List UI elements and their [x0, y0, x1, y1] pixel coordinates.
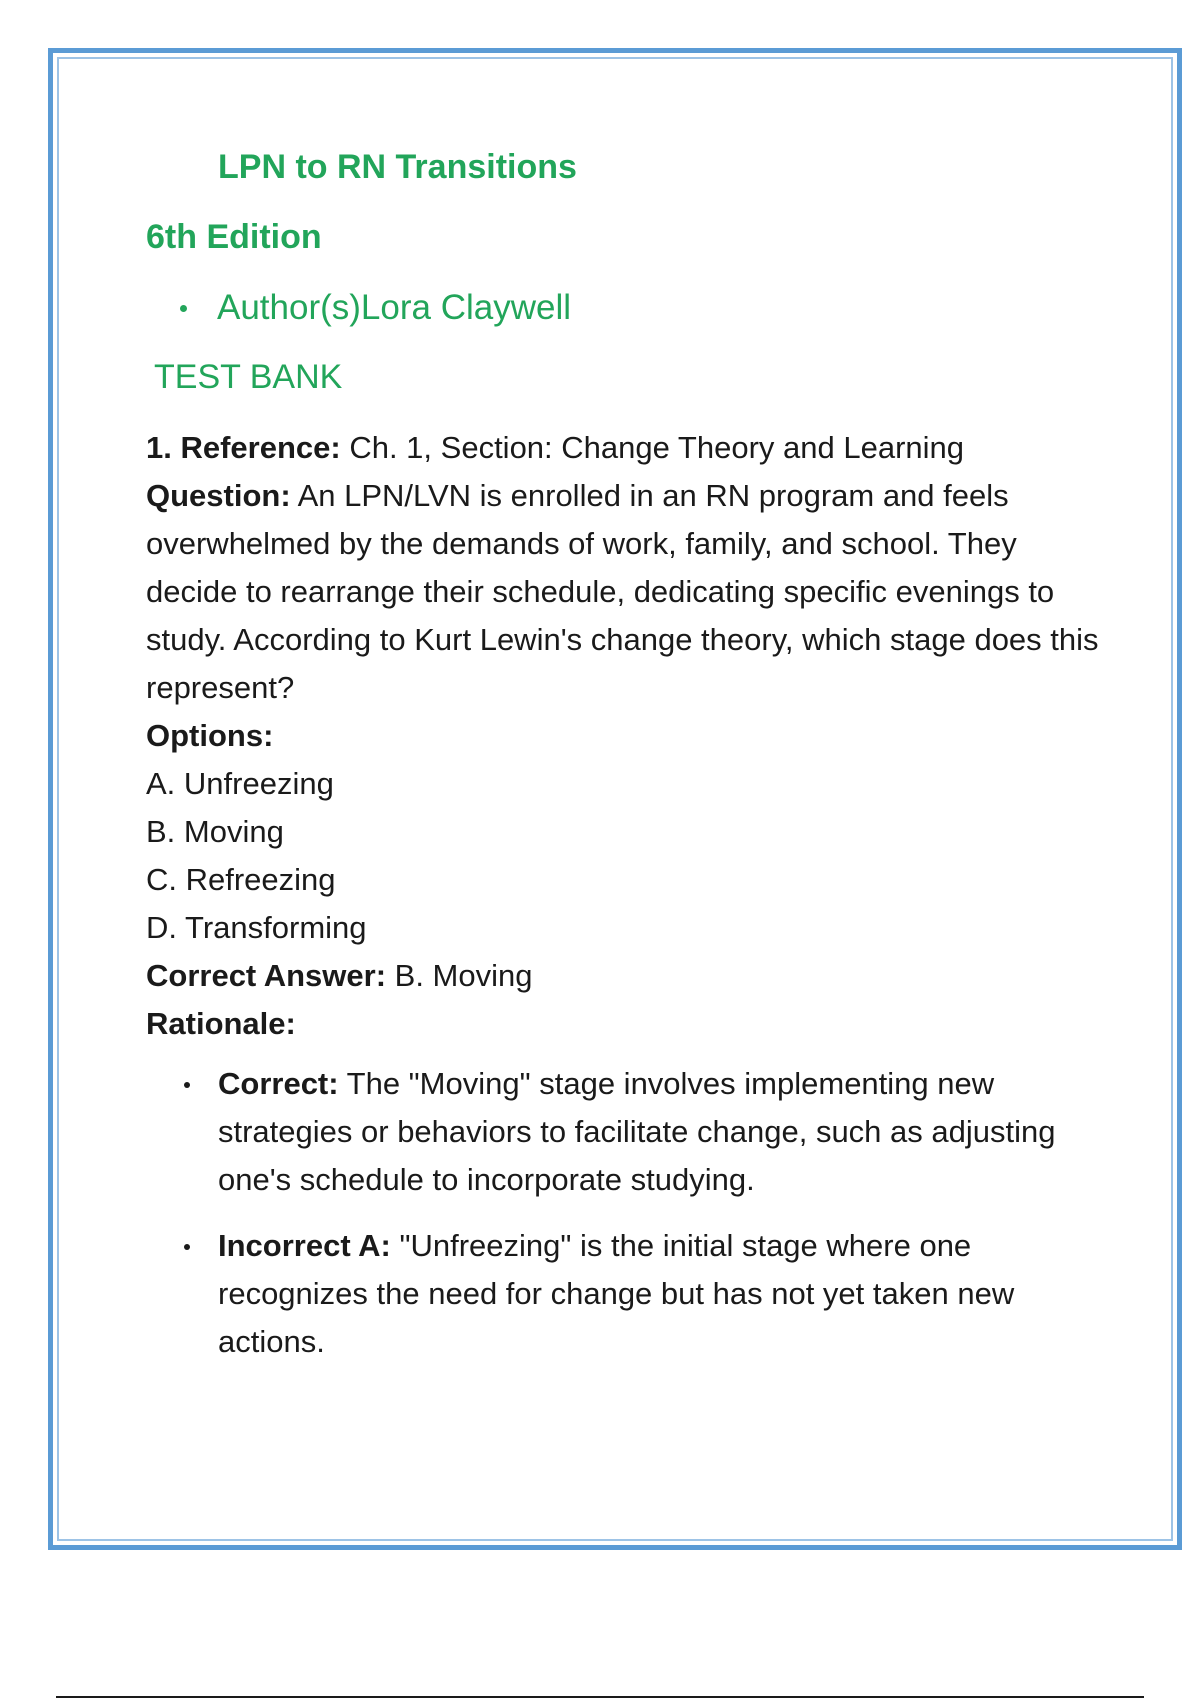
bullet-icon [180, 305, 187, 312]
option-c: C. Refreezing [146, 862, 336, 897]
option-a: A. Unfreezing [146, 766, 334, 801]
reference-label: 1. Reference: [146, 430, 341, 465]
question-line [146, 472, 1106, 712]
footer-divider [56, 1696, 1144, 1698]
answer-label: Correct Answer: [146, 958, 387, 993]
rationale-item-incorrect-a [180, 1222, 1100, 1366]
rationale-label: Rationale: [146, 1006, 296, 1041]
reference-line [146, 424, 1106, 472]
section-label: TEST BANK [154, 358, 343, 396]
book-edition: 6th Edition [146, 218, 322, 256]
book-title: LPN to RN Transitions [218, 148, 577, 186]
rationale-label-correct: Correct: [218, 1066, 339, 1101]
author-line [180, 288, 571, 328]
bullet-icon [184, 1082, 190, 1088]
question-label: Question: [146, 478, 291, 513]
answer-text: B. Moving [386, 958, 533, 993]
rationale-text-incorrect-a: "Unfreezing" is the initial stage where one recognizes the need for change but has not yet taken new actions. [218, 1228, 1015, 1359]
rationale-list [180, 1060, 1100, 1384]
reference-text: Ch. 1, Section: Change Theory and Learning [340, 430, 965, 465]
question-text: An LPN/LVN is enrolled in an RN program and feels overwhelmed by the demands of work, family, and school. They decide to rearrange their schedule, dedicating specific evenings to study. According to Kurt Lewin's change theory, which stage does this represent? [146, 478, 1099, 705]
option-d: D. Transforming [146, 910, 367, 945]
rationale-text-correct: The "Moving" stage involves implementing new strategies or behaviors to facilitate change, such as adjusting one's schedule to incorporate studying. [218, 1066, 1056, 1197]
rationale-item-correct [180, 1060, 1100, 1204]
author-text: Author(s)Lora Claywell [217, 288, 572, 327]
options-label: Options: [146, 718, 274, 753]
bullet-icon [184, 1244, 190, 1250]
answer-line [146, 952, 1106, 1000]
option-b: B. Moving [146, 814, 284, 849]
rationale-label-incorrect-a: Incorrect A: [218, 1228, 391, 1263]
question-block [146, 424, 1106, 1048]
